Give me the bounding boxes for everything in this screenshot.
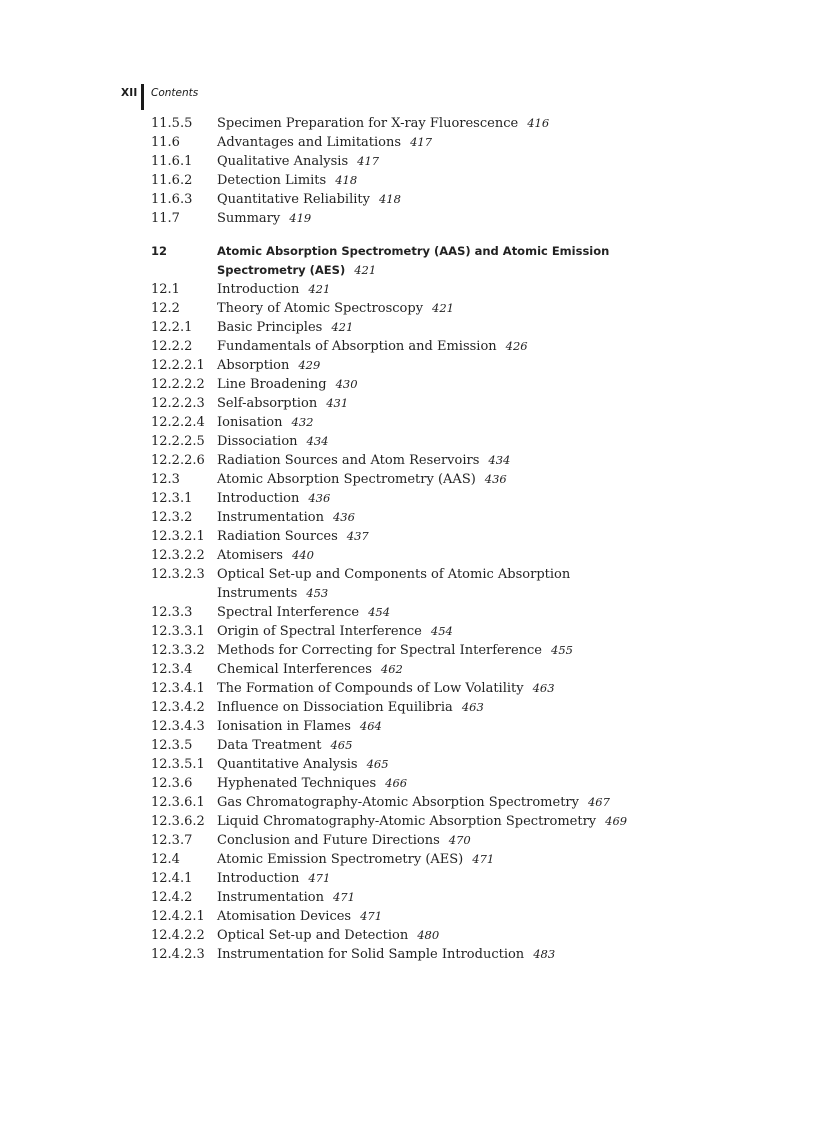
toc-entry xyxy=(151,133,711,152)
toc-entry xyxy=(151,679,711,698)
entry-number: 12.4.2 xyxy=(151,890,193,905)
toc-entry xyxy=(151,527,711,546)
entry-number: 12.2.2.2 xyxy=(151,377,205,392)
entry-title: Line Broadening 430 xyxy=(217,377,358,392)
entry-number: 12.2.2.1 xyxy=(151,358,205,373)
entry-page: 432 xyxy=(291,415,314,429)
entry-page: 426 xyxy=(505,339,528,353)
entry-title: Atomic Absorption Spectrometry (AAS) 436 xyxy=(217,472,507,487)
entry-page: 429 xyxy=(298,358,321,372)
entry-title: Absorption 429 xyxy=(217,358,321,373)
toc-entry xyxy=(151,171,711,190)
entry-number: 12.2.2 xyxy=(151,339,193,354)
entry-title: Atomisation Devices 471 xyxy=(217,909,383,924)
entry-title: Instrumentation for Solid Sample Introduction 483 xyxy=(217,947,556,962)
toc-entry xyxy=(151,660,711,679)
entry-page: 434 xyxy=(306,434,329,448)
toc-entry xyxy=(151,209,711,228)
entry-number: 12.2 xyxy=(151,301,180,316)
entry-title: Optical Set-up and Detection 480 xyxy=(217,928,440,943)
entry-number: 12.3.4 xyxy=(151,662,193,677)
toc-entry xyxy=(151,888,711,907)
toc-entry xyxy=(151,907,711,926)
entry-title: The Formation of Compounds of Low Volatility 463 xyxy=(217,681,555,696)
toc-entry xyxy=(151,413,711,432)
entry-number: 12.3.2 xyxy=(151,510,193,525)
entry-page: 434 xyxy=(488,453,511,467)
toc-entry xyxy=(151,394,711,413)
header-rule xyxy=(141,84,144,110)
entry-title: Quantitative Reliability 418 xyxy=(217,192,401,207)
entry-page: 418 xyxy=(335,173,358,187)
entry-number: 12.3.6.1 xyxy=(151,795,205,810)
entry-page: 421 xyxy=(308,282,331,296)
entry-page: 436 xyxy=(332,510,355,524)
toc-entry xyxy=(151,603,711,622)
entry-page: 431 xyxy=(326,396,349,410)
entry-number: 12.2.2.3 xyxy=(151,396,205,411)
entry-number: 12.3.1 xyxy=(151,491,193,506)
entry-number: 11.6 xyxy=(151,135,180,150)
entry-page: 454 xyxy=(368,605,391,619)
entry-title: Theory of Atomic Spectroscopy 421 xyxy=(217,301,454,316)
toc-entry xyxy=(151,850,711,869)
entry-title: Ionisation 432 xyxy=(217,415,314,430)
toc-entry xyxy=(151,152,711,171)
entry-title: Influence on Dissociation Equilibria 463 xyxy=(217,700,484,715)
entry-number: 12.3.3.2 xyxy=(151,643,205,658)
entry-title: Dissociation 434 xyxy=(217,434,329,449)
chapter-title: Atomic Absorption Spectrometry (AAS) and Atomic Emission Spectrometry (AES) 421 xyxy=(217,244,610,277)
entry-page: 421 xyxy=(432,301,454,315)
entry-title: Fundamentals of Absorption and Emission 426 xyxy=(217,339,528,354)
chapter-heading xyxy=(151,242,711,280)
toc-entry xyxy=(151,736,711,755)
entry-page: 416 xyxy=(527,116,550,130)
entry-page: 454 xyxy=(430,624,453,638)
toc-entry xyxy=(151,337,711,356)
entry-page: 417 xyxy=(357,154,380,168)
toc-entry xyxy=(151,755,711,774)
toc-entry xyxy=(151,622,711,641)
entry-page: 417 xyxy=(410,135,433,149)
toc-entry xyxy=(151,489,711,508)
entry-number: 12.2.1 xyxy=(151,320,193,335)
chapter-gap xyxy=(151,228,711,242)
entry-title: Spectral Interference 454 xyxy=(217,605,391,620)
entry-title: Qualitative Analysis 417 xyxy=(217,154,380,169)
toc-entry xyxy=(151,812,711,831)
entry-page: 471 xyxy=(308,871,331,885)
entry-title: Conclusion and Future Directions 470 xyxy=(217,833,471,848)
entry-number: 12.3.2.3 xyxy=(151,567,205,582)
entry-page: 467 xyxy=(587,795,610,809)
entry-title: Introduction 436 xyxy=(217,491,331,506)
entry-page: 470 xyxy=(448,833,471,847)
entry-title: Basic Principles 421 xyxy=(217,320,354,335)
toc-entry xyxy=(151,190,711,209)
entry-page: 465 xyxy=(330,738,353,752)
toc-entry xyxy=(151,451,711,470)
entry-page: 469 xyxy=(605,814,628,828)
entry-title: Data Treatment 465 xyxy=(217,738,353,753)
entry-title: Specimen Preparation for X-ray Fluorescence 416 xyxy=(217,116,550,131)
entry-number: 12.3.6 xyxy=(151,776,193,791)
entry-number: 12.2.2.4 xyxy=(151,415,205,430)
entry-number: 12.1 xyxy=(151,282,180,297)
entry-title: Atomisers 440 xyxy=(217,548,314,563)
entry-title: Radiation Sources and Atom Reservoirs 434 xyxy=(217,453,511,468)
entry-page: 463 xyxy=(461,700,484,714)
entry-page: 464 xyxy=(359,719,382,733)
entry-number: 12.3.5 xyxy=(151,738,193,753)
page-number: XII xyxy=(121,87,138,99)
entry-title: Chemical Interferences 462 xyxy=(217,662,403,677)
entry-number: 12.3.4.3 xyxy=(151,719,205,734)
entry-title: Instrumentation 436 xyxy=(217,510,355,525)
entry-number: 12.3.2.2 xyxy=(151,548,205,563)
chapter-number: 12 xyxy=(151,244,168,258)
entry-number: 12.2.2.6 xyxy=(151,453,205,468)
entry-page: 471 xyxy=(472,852,495,866)
entry-number: 12.3.5.1 xyxy=(151,757,205,772)
entry-page: 453 xyxy=(306,586,329,600)
entry-page: 471 xyxy=(360,909,383,923)
running-title: Contents xyxy=(151,87,199,99)
entry-page: 418 xyxy=(378,192,401,206)
toc-entry xyxy=(151,565,711,603)
entry-title: Instrumentation 471 xyxy=(217,890,355,905)
entry-title: Summary 419 xyxy=(217,211,312,226)
entry-title: Ionisation in Flames 464 xyxy=(217,719,382,734)
toc-entry xyxy=(151,280,711,299)
entry-number: 12.3.2.1 xyxy=(151,529,205,544)
toc-entry xyxy=(151,869,711,888)
entry-number: 12.3.3 xyxy=(151,605,193,620)
entry-number: 12.3.6.2 xyxy=(151,814,205,829)
entry-page: 471 xyxy=(332,890,355,904)
table-of-contents xyxy=(151,114,711,964)
entry-title: Introduction 471 xyxy=(217,871,331,886)
entry-page: 419 xyxy=(289,211,312,225)
entry-page: 466 xyxy=(385,776,408,790)
toc-entry xyxy=(151,717,711,736)
entry-title: Radiation Sources 437 xyxy=(217,529,369,544)
toc-entry xyxy=(151,546,711,565)
entry-page: 455 xyxy=(551,643,573,657)
entry-page: 480 xyxy=(417,928,440,942)
toc-entry xyxy=(151,356,711,375)
toc-entry xyxy=(151,299,711,318)
entry-title: Atomic Emission Spectrometry (AES) 471 xyxy=(217,852,495,867)
entry-number: 11.6.1 xyxy=(151,154,193,169)
entry-number: 12.4.2.1 xyxy=(151,909,205,924)
entry-title: Methods for Correcting for Spectral Interference 455 xyxy=(217,643,573,658)
entry-title: Self-absorption 431 xyxy=(217,396,349,411)
toc-entry xyxy=(151,698,711,717)
entry-title: Advantages and Limitations 417 xyxy=(217,135,433,150)
entry-page: 436 xyxy=(308,491,331,505)
entry-title: Optical Set-up and Components of Atomic Absorption Instruments 453 xyxy=(217,567,571,601)
toc-entry xyxy=(151,774,711,793)
entry-title: Quantitative Analysis 465 xyxy=(217,757,389,772)
entry-number: 12.2.2.5 xyxy=(151,434,205,449)
toc-entry xyxy=(151,945,711,964)
entry-page: 430 xyxy=(335,377,358,391)
entry-number: 12.3.4.1 xyxy=(151,681,205,696)
entry-page: 465 xyxy=(366,757,389,771)
toc-entry xyxy=(151,375,711,394)
entry-number: 12.4 xyxy=(151,852,180,867)
entry-number: 11.6.2 xyxy=(151,173,193,188)
toc-entry xyxy=(151,432,711,451)
toc-entry xyxy=(151,470,711,489)
entry-number: 12.3.4.2 xyxy=(151,700,205,715)
toc-entry xyxy=(151,508,711,527)
entry-title: Origin of Spectral Interference 454 xyxy=(217,624,453,639)
entry-number: 11.5.5 xyxy=(151,116,193,131)
entry-number: 11.6.3 xyxy=(151,192,193,207)
entry-page: 437 xyxy=(346,529,369,543)
toc-entry xyxy=(151,793,711,812)
toc-entry xyxy=(151,926,711,945)
entry-page: 463 xyxy=(532,681,555,695)
toc-entry xyxy=(151,831,711,850)
chapter-page: 421 xyxy=(354,263,377,277)
entry-title: Gas Chromatography-Atomic Absorption Spectrometry 467 xyxy=(217,795,610,810)
entry-title: Liquid Chromatography-Atomic Absorption Spectrometry 469 xyxy=(217,814,628,829)
entry-number: 12.3.7 xyxy=(151,833,193,848)
entry-page: 440 xyxy=(291,548,314,562)
entry-page: 483 xyxy=(533,947,556,961)
toc-entry xyxy=(151,318,711,337)
entry-number: 12.3.3.1 xyxy=(151,624,205,639)
entry-title: Detection Limits 418 xyxy=(217,173,358,188)
entry-number: 12.4.2.2 xyxy=(151,928,205,943)
toc-entry xyxy=(151,114,711,133)
toc-entry xyxy=(151,641,711,660)
entry-title: Introduction 421 xyxy=(217,282,331,297)
entry-title: Hyphenated Techniques 466 xyxy=(217,776,408,791)
entry-page: 462 xyxy=(380,662,403,676)
entry-number: 12.4.1 xyxy=(151,871,193,886)
entry-number: 11.7 xyxy=(151,211,180,226)
entry-page: 436 xyxy=(484,472,507,486)
entry-number: 12.4.2.3 xyxy=(151,947,205,962)
entry-number: 12.3 xyxy=(151,472,180,487)
entry-page: 421 xyxy=(331,320,354,334)
